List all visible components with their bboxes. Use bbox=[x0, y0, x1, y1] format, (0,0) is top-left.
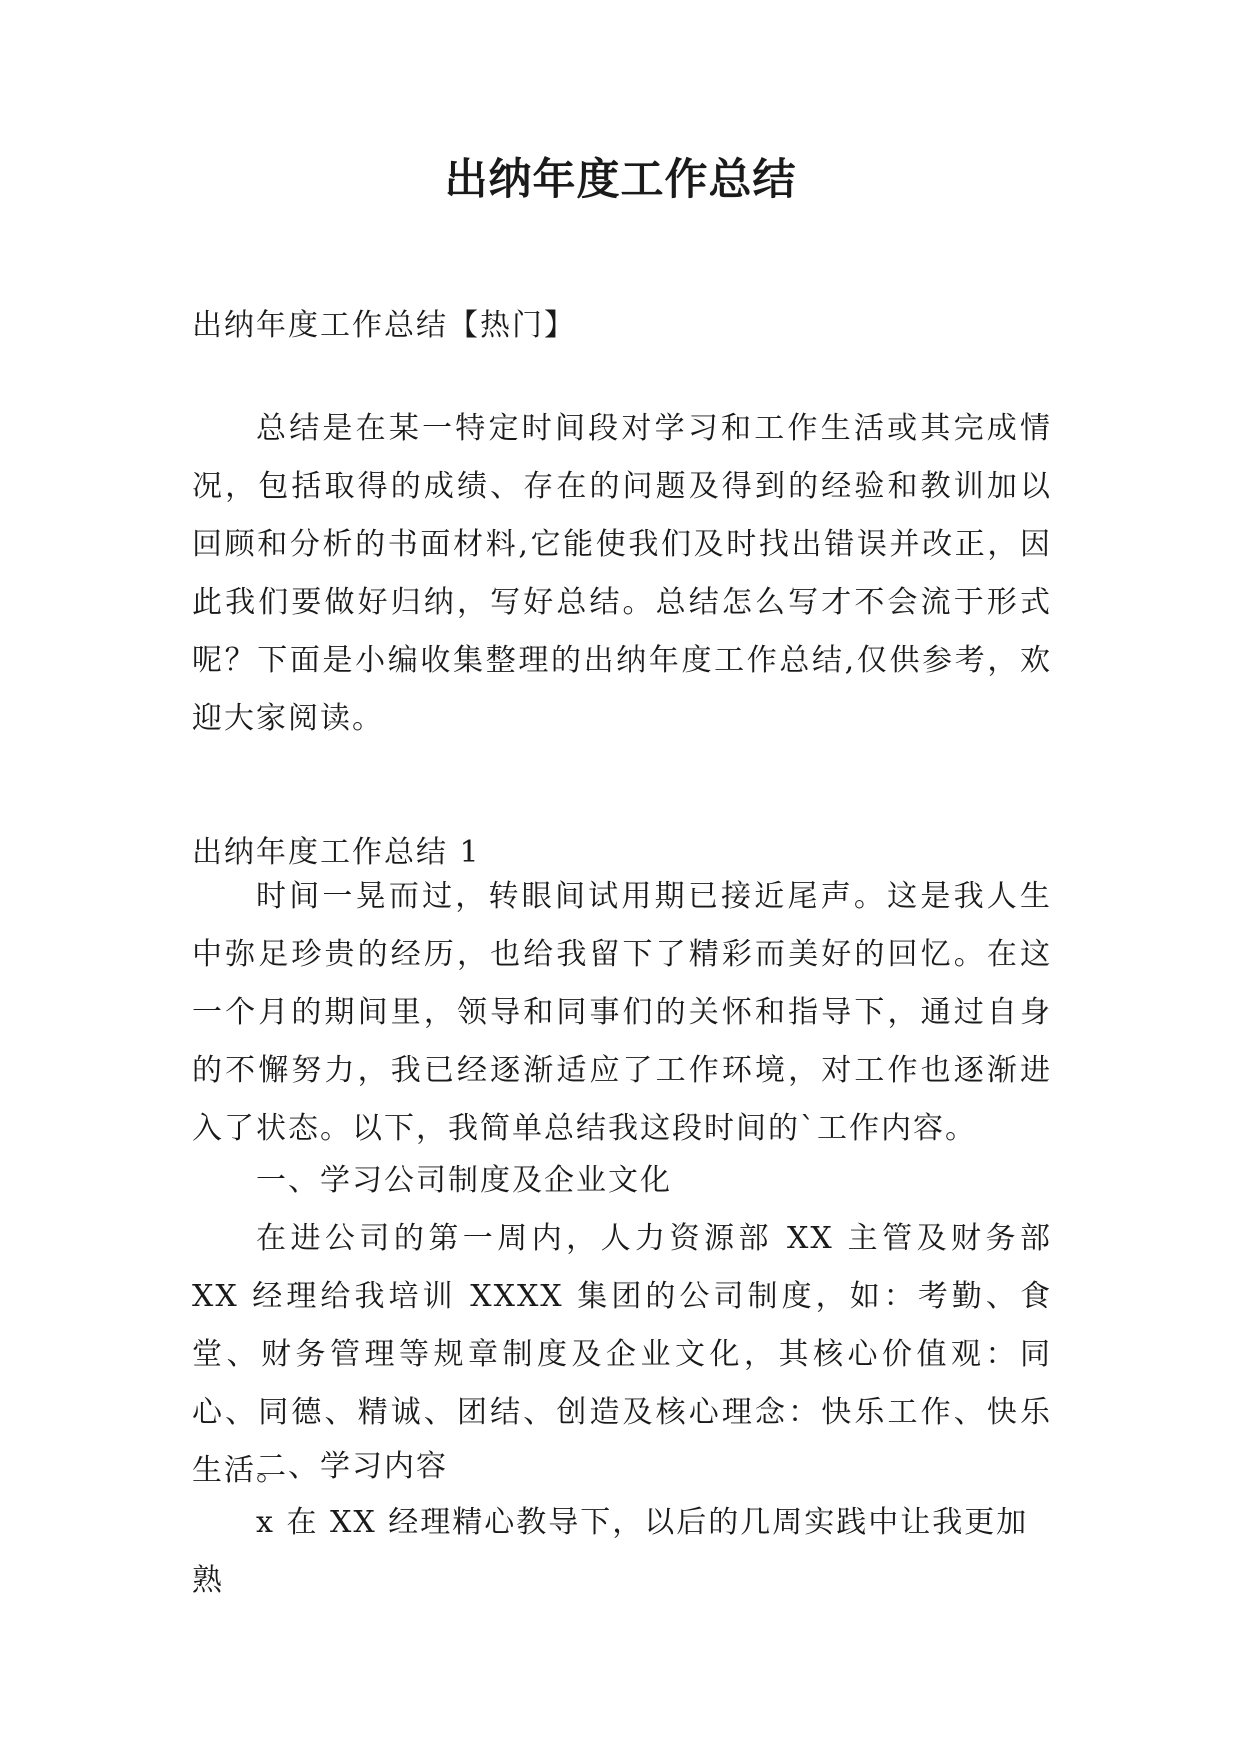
body-paragraph-3: x 在 XX 经理精心教导下，以后的几周实践中让我更加熟 bbox=[192, 1505, 1029, 1598]
list-heading-2: 二、学习内容 bbox=[256, 1449, 448, 1484]
intro-paragraph: 总结是在某一特定时间段对学习和工作生活或其完成情况，包括取得的成绩、存在的问题及得到的经验和教训加以回顾和分析的书面材料,它能使我们及时找出错误并改正，因此我们要做好归纳，写好总结。总结怎么写才不会流于形式呢？下面是小编收集整理的出纳年度工作总结,仅供参考，欢迎大家阅读。 bbox=[192, 411, 1052, 736]
document-subtitle: 出纳年度工作总结【热门】 bbox=[192, 308, 576, 343]
body-paragraph-1: 时间一晃而过，转眼间试用期已接近尾声。这是我人生中弥足珍贵的经历，也给我留下了精彩而美好的回忆。在这一个月的期间里，领导和同事们的关怀和指导下，通过自身的不懈努力，我已经逐渐适应了工作环境，对工作也逐渐进入了状态。以下，我简单总结我这段时间的`工作内容。 bbox=[192, 879, 1052, 1146]
list-heading-1: 一、学习公司制度及企业文化 bbox=[256, 1163, 672, 1198]
section-heading: 出纳年度工作总结 1 bbox=[192, 835, 481, 870]
body-paragraph-2: 在进公司的第一周内，人力资源部 XX 主管及财务部 XX 经理给我培训 XXXX 集团的公司制度，如：考勤、食堂、财务管理等规章制度及企业文化，其核心价值观：同心、同德、精诚、团结、创造及核心理念：快乐工作、快乐生活。 bbox=[192, 1221, 1052, 1488]
document-title: 出纳年度工作总结 bbox=[444, 155, 797, 205]
